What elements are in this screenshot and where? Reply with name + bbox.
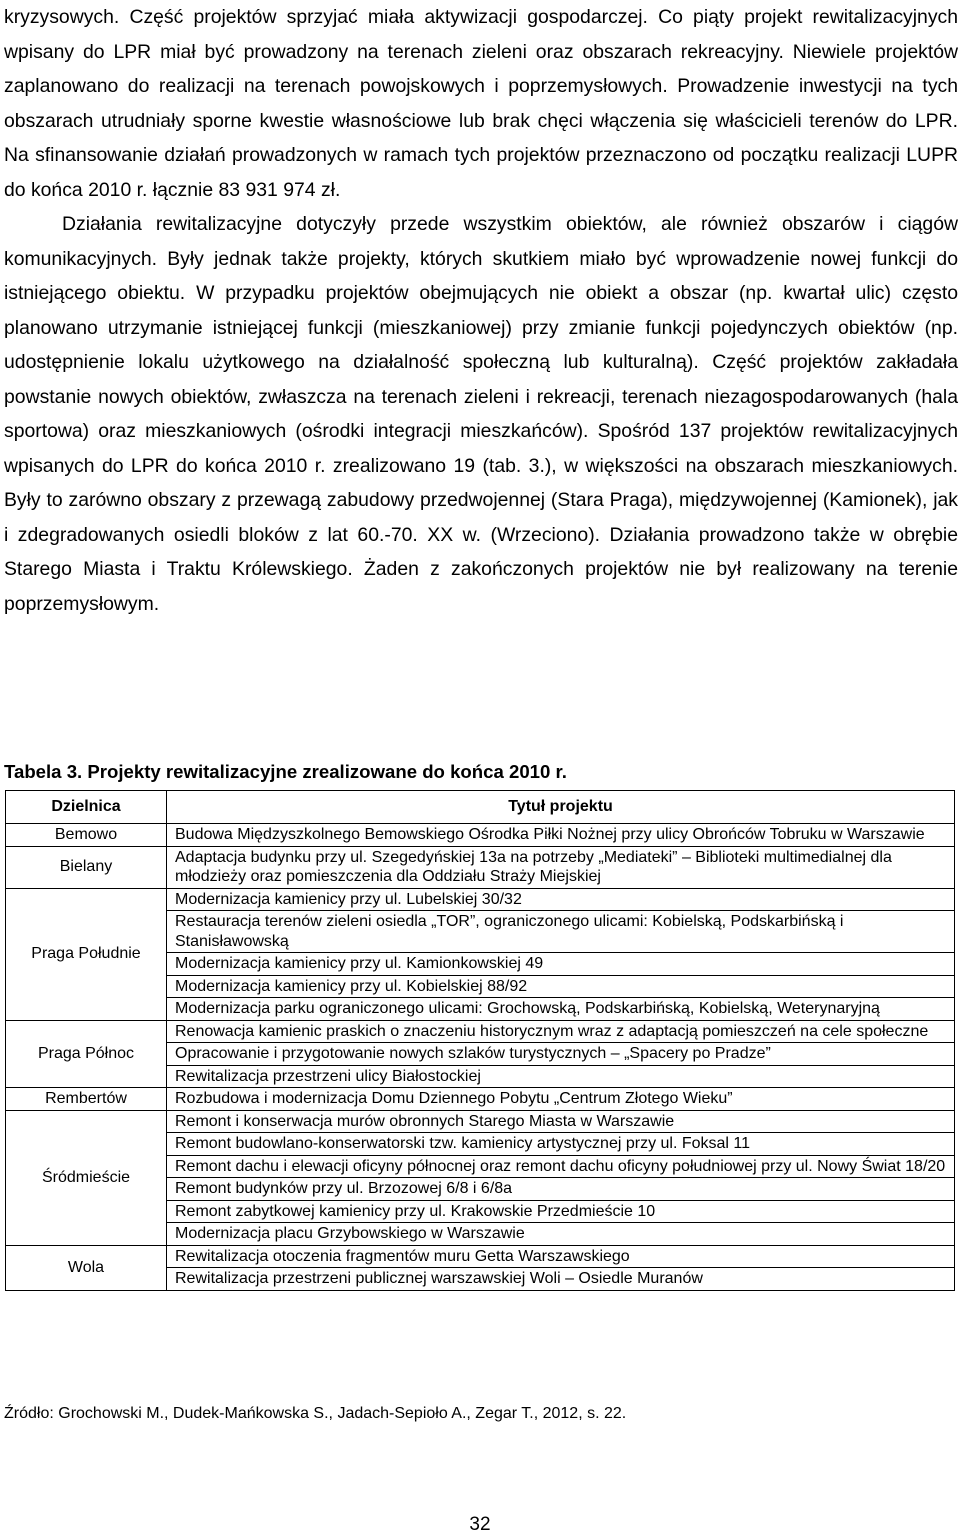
district-cell: Śródmieście <box>6 1110 167 1245</box>
project-title-cell: Modernizacja placu Grzybowskiego w Warszawie <box>167 1223 955 1246</box>
table-row <box>6 1020 955 1043</box>
paragraph: kryzysowych. Część projektów sprzyjać miała aktywizacji gospodarczej. Co piąty projekt rewitalizacyjnych wpisany do LPR miał być prowadzony na terenach zieleni oraz obszarach rekreacyjny. Niewiele projektów zaplanowano do realizacji na terenach powojskowych i poprzemysłowych. Prowadzenie inwestycji na tych obszarach utrudniały sporne kwestie własnościowe lub brak chęci włączenia się właścicieli terenów do LPR. Na sfinansowanie działań prowadzonych w ramach tych projektów przeznaczono od początku realizacji LUPR do końca 2010 r. łącznie 83 931 974 zł. <box>4 6 958 201</box>
project-title-cell: Modernizacja parku ograniczonego ulicami: Grochowską, Podskarbińską, Kobielską, Weterynaryjną <box>167 998 955 1021</box>
table-row <box>6 1245 955 1268</box>
project-title-cell: Remont i konserwacja murów obronnych Starego Miasta w Warszawie <box>167 1110 955 1133</box>
project-title-cell: Modernizacja kamienicy przy ul. Lubelskiej 30/32 <box>167 888 955 911</box>
project-title-cell: Budowa Międzyszkolnego Bemowskiego Ośrodka Piłki Nożnej przy ulicy Obrońców Tobruku w Warszawie <box>167 824 955 847</box>
project-title-cell: Remont budowlano-konserwatorski tzw. kamienicy artystycznej przy ul. Foksal 11 <box>167 1133 955 1156</box>
table-header-row <box>6 791 955 824</box>
district-cell: Praga Północ <box>6 1020 167 1088</box>
projects-table <box>5 790 955 1291</box>
table-caption: Tabela 3. Projekty rewitalizacyjne zrealizowane do końca 2010 r. <box>4 761 567 782</box>
header-district: Dzielnica <box>6 791 167 824</box>
project-title-cell: Rozbudowa i modernizacja Domu Dziennego Pobytu „Centrum Złotego Wieku” <box>167 1088 955 1111</box>
project-title-cell: Restauracja terenów zieleni osiedla „TOR”, ograniczonego ulicami: Kobielską, Podskarbińską i Stanisławowską <box>167 911 955 953</box>
table-row <box>6 846 955 888</box>
project-title-cell: Modernizacja kamienicy przy ul. Kobielskiej 88/92 <box>167 975 955 998</box>
project-title-cell: Remont dachu i elewacji oficyny północnej oraz remont dachu oficyny południowej przy ul. Nowy Świat 18/20 <box>167 1155 955 1178</box>
table-row <box>6 1110 955 1133</box>
paragraph: Działania rewitalizacyjne dotyczyły przede wszystkim obiektów, ale również obszarów i ciągów komunikacyjnych. Były jednak także projekty, których skutkiem miało być wprowadzenie nowej funkcji do istniejącego obiektu. W przypadku projektów obejmujących nie obiekt a obszar (np. kwartał ulic) często planowano utrzymanie istniejącej funkcji (mieszkaniowej) przy zmianie funkcji pojedynczych obiektów (np. udostępnienie lokalu użytkowego na działalność społeczną lub kulturalną). Część projektów zakładała powstanie nowych obiektów, zwłaszcza na terenach zieleni i rekreacji, terenach niezagospodarowanych (hala sportowa) oraz mieszkaniowych (ośrodki integracji mieszkańców). Spośród 137 projektów rewitalizacyjnych wpisanych do LPR do końca 2010 r. zrealizowano 19 (tab. 3.), w większości na obszarach mieszkaniowych. Były to zarówno obszary z przewagą zabudowy przedwojennej (Stara Praga), międzywojennej (Kamionek), jak i zdegradowanych osiedli bloków z lat 60.-70. XX w. (Wrzeciono). Działania prowadzono także w obrębie Starego Miasta i Traktu Królewskiego. Żaden z zakończonych projektów nie był realizowany na terenie poprzemysłowym. <box>4 213 958 615</box>
project-title-cell: Remont zabytkowej kamienicy przy ul. Krakowskie Przedmieście 10 <box>167 1200 955 1223</box>
district-cell: Wola <box>6 1245 167 1290</box>
district-cell: Bemowo <box>6 824 167 847</box>
table-row <box>6 1088 955 1111</box>
source-note: Źródło: Grochowski M., Dudek-Mańkowska S., Jadach-Sepioło A., Zegar T., 2012, s. 22. <box>4 1405 627 1422</box>
project-title-cell: Renowacja kamienic praskich o znaczeniu historycznym wraz z adaptacją pomieszczeń na cele społeczne <box>167 1020 955 1043</box>
table-row <box>6 824 955 847</box>
project-title-cell: Opracowanie i przygotowanie nowych szlaków turystycznych – „Spacery po Pradze” <box>167 1043 955 1066</box>
table-body <box>6 824 955 1291</box>
body-text <box>4 0 958 621</box>
project-title-cell: Rewitalizacja przestrzeni publicznej warszawskiej Woli – Osiedle Muranów <box>167 1268 955 1291</box>
district-cell: Bielany <box>6 846 167 888</box>
header-project-title: Tytuł projektu <box>167 791 955 824</box>
district-cell: Rembertów <box>6 1088 167 1111</box>
table-row <box>6 888 955 911</box>
page-number: 32 <box>469 1514 491 1535</box>
project-title-cell: Adaptacja budynku przy ul. Szegedyńskiej 13a na potrzeby „Mediateki” – Biblioteki multimedialnej dla młodzieży oraz pomieszczenia dla Oddziału Straży Miejskiej <box>167 846 955 888</box>
project-title-cell: Modernizacja kamienicy przy ul. Kamionkowskiej 49 <box>167 953 955 976</box>
project-title-cell: Rewitalizacja otoczenia fragmentów muru Getta Warszawskiego <box>167 1245 955 1268</box>
project-title-cell: Rewitalizacja przestrzeni ulicy Białostockiej <box>167 1065 955 1088</box>
district-cell: Praga Południe <box>6 888 167 1020</box>
project-title-cell: Remont budynków przy ul. Brzozowej 6/8 i 6/8a <box>167 1178 955 1201</box>
